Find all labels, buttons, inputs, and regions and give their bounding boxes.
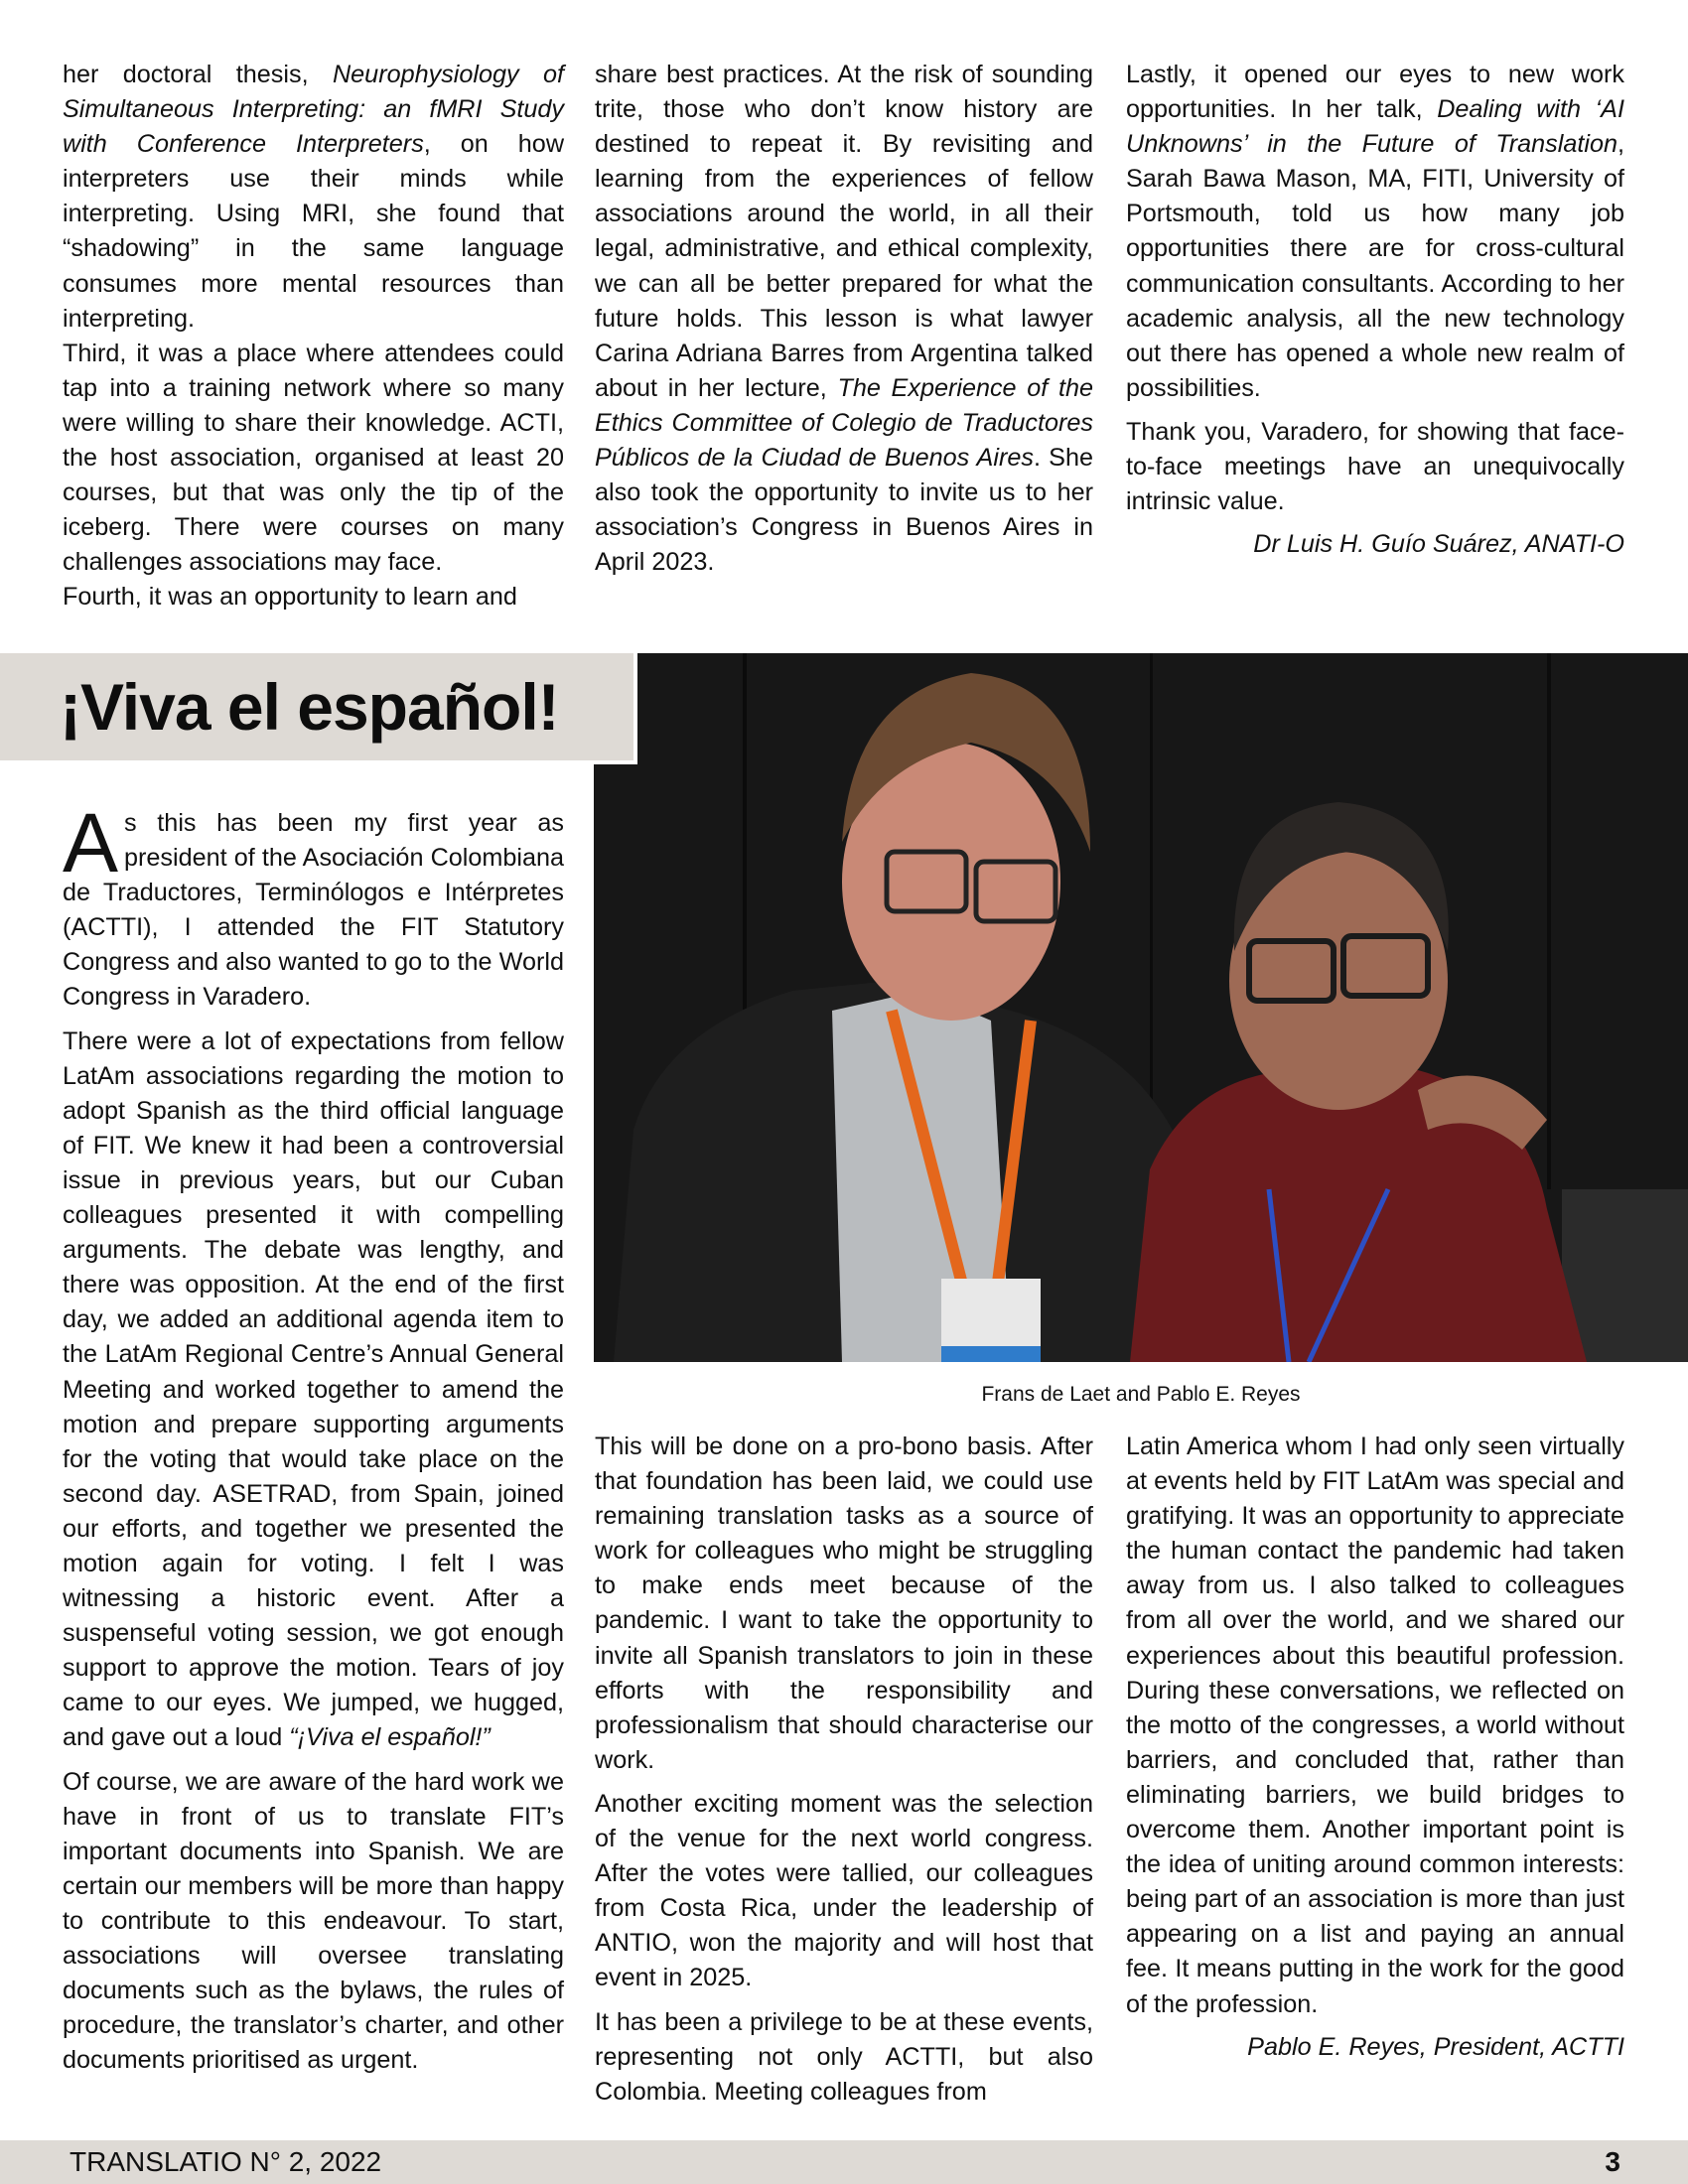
photo-illustration	[594, 653, 1688, 1362]
author-signature: Dr Luis H. Guío Suárez, ANATI-O	[1253, 530, 1624, 559]
text: . She also took the opportunity to invite us to her association’s Congress in Buenos Aires in April 2023.	[595, 444, 1094, 577]
quote: “¡Viva el español!”	[289, 1723, 491, 1752]
talk-title: Dealing with ‘AI Unknowns’ in the Future of Translation	[1126, 95, 1624, 159]
article-column-1	[63, 796, 564, 2078]
article-title: ¡Viva el español!	[60, 670, 559, 744]
thesis-title: Neurophysiology of Simultaneous Interpreting: an fMRI Study with Conference Interpreters	[63, 61, 564, 159]
paragraph: It has been a privilege to be at these events, representing not only ACTTI, but also Colombia. Meeting colleagues from	[595, 2007, 1093, 2106]
article-column-3	[1126, 1430, 1624, 2065]
text: her doctoral thesis,	[63, 61, 333, 88]
paragraph: Thank you, Varadero, for showing that face-to-face meetings have an unequivocally intrinsic value.	[1126, 417, 1624, 516]
text: Lastly, it opened our eyes to new work opportunities. In her talk,	[1126, 61, 1624, 124]
paragraph: Of course, we are aware of the hard work we have in front of us to translate FIT’s important documents into Spanish. We are certain our members will be more than happy to contribute to this endeavour. To start, associations will oversee translating documents such as the bylaws, the rules of procedure, the translator’s charter, and other documents prioritised as urgent.	[63, 1767, 564, 2075]
paragraph	[63, 1024, 564, 1756]
text: share best practices. At the risk of sounding trite, those who don’t know history are destined to repeat it. By revisiting and learning from the experiences of fellow associations around the world, in all their legal, administrative, and ethical complexity, we can all be better prepared for what the future holds. This lesson is what lawyer Carina Adriana Barres from Argentina talked about in her lecture,	[595, 61, 1093, 402]
paragraph: Fourth, it was an opportunity to learn and	[63, 583, 517, 612]
text: , Sarah Bawa Mason, MA, FITI, University of Portsmouth, told us how many job opportunities there are for cross-cultural communication consultants. According to her academic analysis, all the new technology out there has opened a whole new realm of possibilities.	[1126, 130, 1624, 402]
lecture-title: The Experience of the Ethics Committee of Colegio de Traductores Públicos de la Ciudad de Buenos Aires	[595, 373, 1093, 473]
text: , on how interpreters use their minds while interpreting. Using MRI, she found that “shadowing” in the same language consumes more mental resources than interpreting.	[63, 130, 565, 333]
top-article-column-3	[1126, 58, 1624, 562]
text: s this has been my first year as president of the Asociación Colombiana de Traductores, Terminólogos e Intérpretes (ACTTI), I attended the FIT Statutory Congress and also wanted to go to the World Congress in Varadero.	[63, 809, 564, 1012]
top-article-column-1	[63, 58, 564, 615]
article-photo	[594, 653, 1688, 1362]
article-title-box	[0, 653, 633, 760]
paragraph	[63, 796, 564, 1016]
top-article-column-2	[595, 58, 1093, 580]
paragraph: Latin America whom I had only seen virtually at events held by FIT LatAm was special and gratifying. It was an opportunity to appreciate the human contact the pandemic had taken away from us. I also talked to colleagues from all over the world, and we shared our experiences about this beautiful profession. During these conversations, we reflected on the motto of the congresses, a world without barriers, and concluded that, rather than eliminating barriers, we build bridges to overcome them. Another important point is the idea of uniting around common interests: being part of an association is more than just appearing on a list and paying an annual fee. It means putting in the work for the good of the profession.	[1126, 1433, 1624, 2018]
text: There were a lot of expectations from fellow LatAm associations regarding the motion to adopt Spanish as the third official language of FIT. We knew it had been a controversial issue in previous years, but our Cuban colleagues presented it with compelling arguments. The debate was lengthy, and there was opposition. At the end of the first day, we added an additional agenda item to the LatAm Regional Centre’s Annual General Meeting and worked together to amend the motion and prepare supporting arguments for the voting that would take place on the second day. ASETRAD, from Spain, joined our efforts, and together we presented the motion again for voting. I felt I was witnessing a historic event. After a suspenseful voting session, we got enough support to approve the motion. Tears of joy came to our eyes. We jumped, we hugged, and gave out a loud	[63, 1026, 564, 1752]
author-signature: Pablo E. Reyes, President, ACTTI	[1247, 2032, 1624, 2061]
paragraph: This will be done on a pro-bono basis. After that foundation has been laid, we could use remaining translation tasks as a source of work for colleagues who might be struggling to make ends meet because of the pandemic. I want to take the opportunity to invite all Spanish translators to join in these efforts with the responsibility and professionalism that should characterise our work.	[595, 1433, 1093, 1774]
drop-cap: A	[63, 796, 119, 889]
article-column-2	[595, 1430, 1093, 2110]
paragraph	[1126, 58, 1624, 406]
publication-issue: TRANSLATIO N° 2, 2022	[70, 2146, 382, 2177]
paragraph: Another exciting moment was the selection of the venue for the next world congress. After the votes were tallied, our colleagues from Costa Rica, under the leadership of ANTIO, won the majority and will host that event in 2025.	[595, 1789, 1093, 1992]
paragraph: Third, it was a place where attendees could tap into a training network where so many were willing to share their knowledge. ACTI, the host association, organised at least 20 courses, but that was only the tip of the iceberg. There were courses on many challenges associations may face.	[63, 339, 564, 577]
photo-caption: Frans de Laet and Pablo E. Reyes	[981, 1383, 1301, 1406]
paragraph	[63, 58, 564, 337]
page-footer	[0, 2140, 1688, 2184]
paragraph	[595, 58, 1093, 580]
page-number: 3	[1605, 2146, 1620, 2177]
